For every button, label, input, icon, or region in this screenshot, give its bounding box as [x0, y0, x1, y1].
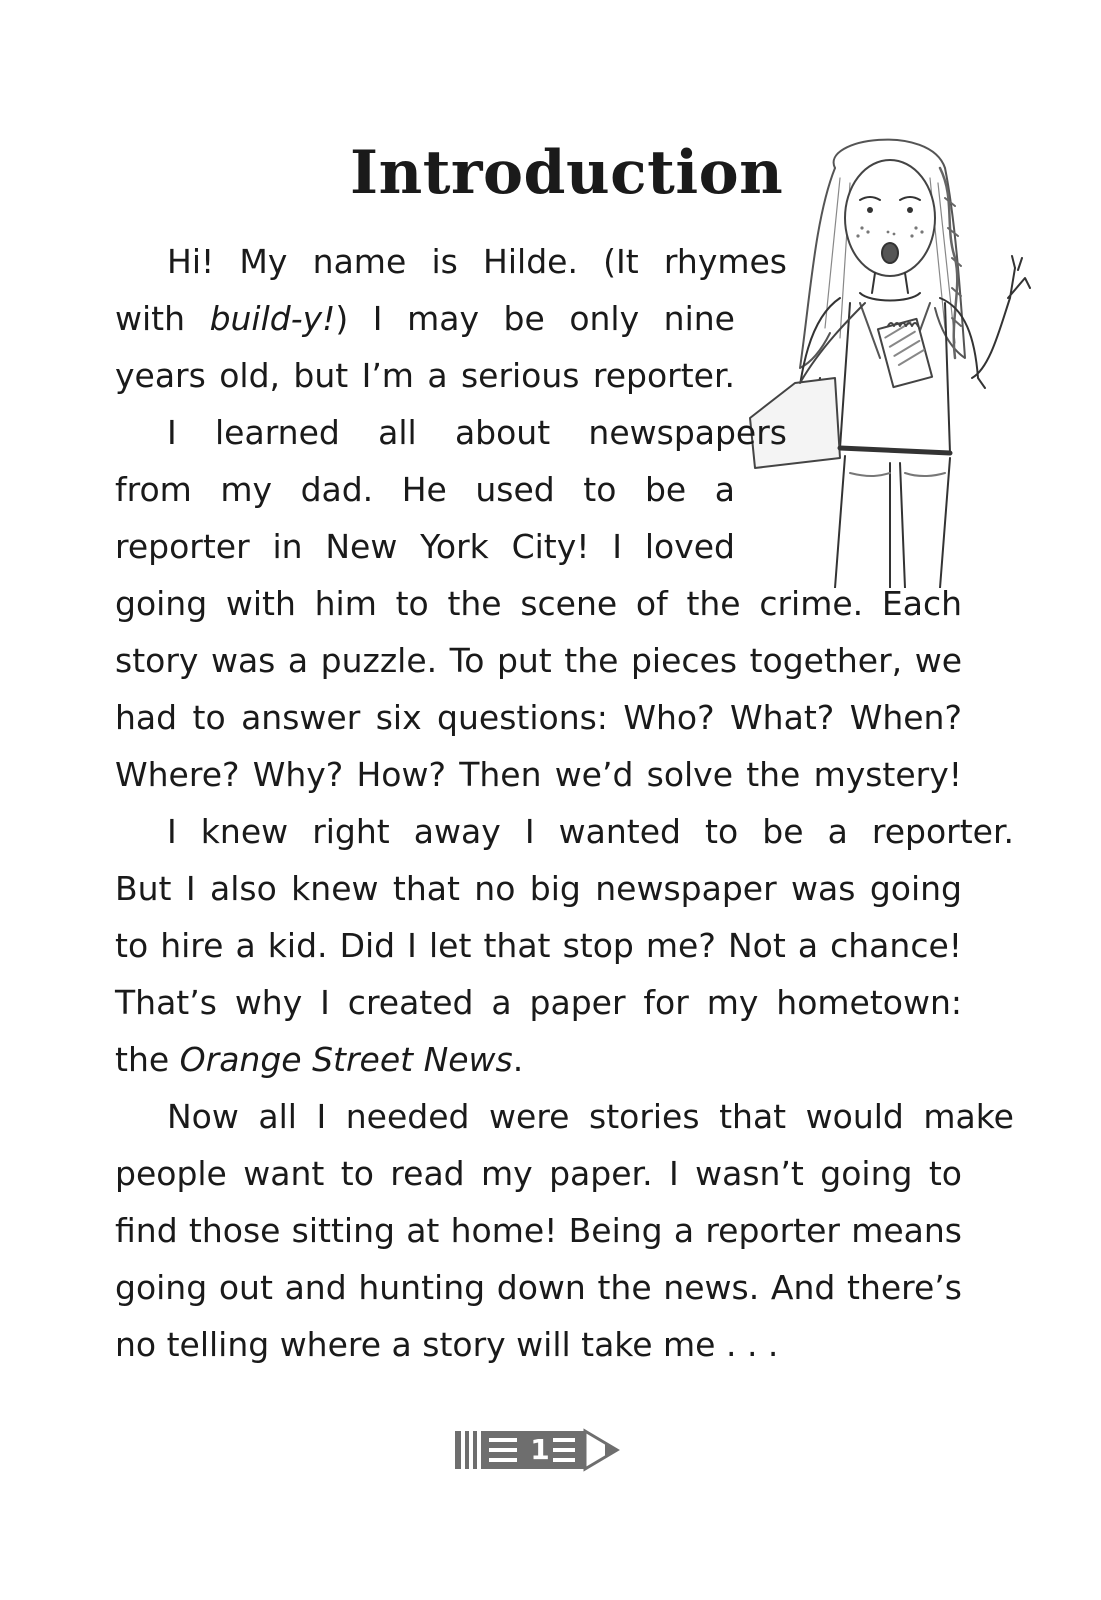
text-line: no telling where a story will take me . . . — [115, 1325, 779, 1364]
emphasis: Orange Street News — [179, 1040, 513, 1079]
text-line: find those sitting at home! Being a reporter means — [115, 1211, 962, 1250]
text-line: had to answer six questions: Who? What? When? — [115, 698, 962, 737]
text-line: But I also knew that no big newspaper was going — [115, 869, 962, 908]
text-line: Hi! My name is Hilde. (It rhymes — [167, 242, 787, 281]
text-line: going out and hunting down the news. And there’s — [115, 1268, 962, 1307]
text-line: going with him to the scene of the crime. Each — [115, 584, 962, 623]
text-line: the Orange Street News. — [115, 1040, 524, 1079]
text-line: from my dad. He used to be a — [115, 470, 735, 509]
text-line: people want to read my paper. I wasn’t going to — [115, 1154, 962, 1193]
text-line: to hire a kid. Did I let that stop me? Not a chance! — [115, 926, 962, 965]
paragraph-1 — [115, 233, 787, 404]
paragraph-2 — [115, 404, 962, 803]
emphasis: build-y! — [209, 299, 336, 338]
text-line: with build-y!) I may be only nine — [115, 299, 735, 338]
text-line: I knew right away I wanted to be a reporter. — [167, 812, 1014, 851]
text-line: Where? Why? How? Then we’d solve the mystery! — [115, 755, 962, 794]
page-number: 1 — [530, 1433, 550, 1466]
text-line: I learned all about newspapers — [167, 413, 787, 452]
paragraph-4 — [115, 1088, 1014, 1373]
page-title: Introduction — [350, 138, 784, 208]
paragraph-3 — [115, 803, 1014, 1088]
text-line: That’s why I created a paper for my hometown: — [115, 983, 962, 1022]
text-line: Now all I needed were stories that would make — [167, 1097, 1014, 1136]
text-line: years old, but I’m a serious reporter. — [115, 356, 735, 395]
text-line: reporter in New York City! I loved — [115, 527, 735, 566]
text-line: story was a puzzle. To put the pieces together, we — [115, 641, 962, 680]
